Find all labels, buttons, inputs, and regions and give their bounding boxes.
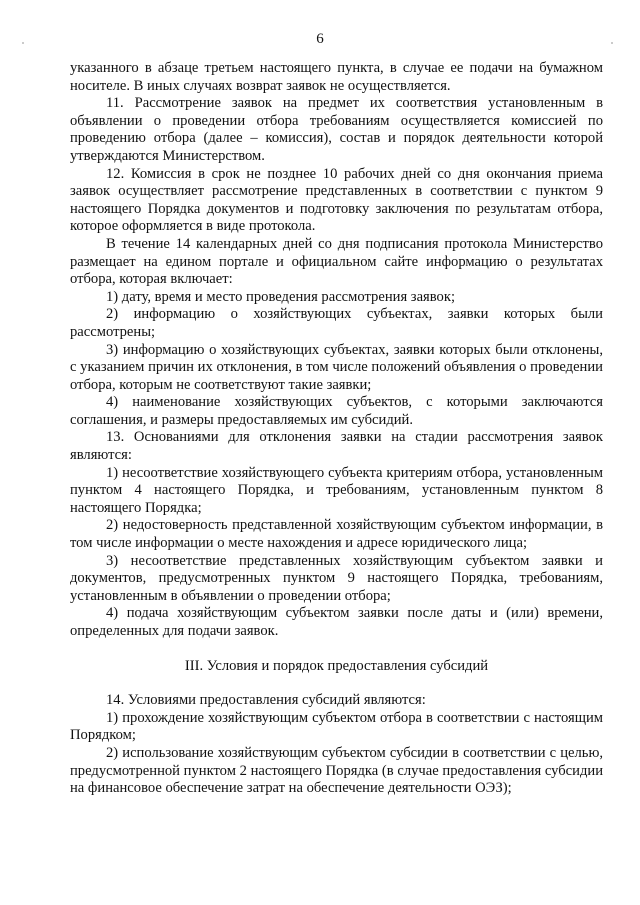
paragraph-continuation: указанного в абзаце третьем настоящего пункта, в случае ее подачи на бумажном носителе. В иных случаях возврат заявок не осуществляется. bbox=[70, 60, 603, 94]
paragraph-item-12: 12. Комиссия в срок не позднее 10 рабочих дней со дня окончания приема заявок осуществляет рассмотрение представленных в соответствии с пунктом 9 настоящего Порядка документов и подготовку заключения по результатам отбора, которое оформляется в виде протокола. bbox=[70, 165, 603, 235]
list-item-14-2: 2) использование хозяйствующим субъектом субсидии в соответствии с целью, предусмотренной пунктом 2 настоящего Порядка (в случае предоставления субсидии на финансовое обеспечение затрат на обеспечение деятельности ОЭЗ); bbox=[70, 744, 603, 797]
section-heading: III. Условия и порядок предоставления субсидий bbox=[184, 657, 489, 674]
list-item-14-1: 1) прохождение хозяйствующим субъектом отбора в соответствии с настоящим Порядком; bbox=[70, 709, 603, 744]
list-item-13-3: 3) несоответствие представленных хозяйствующим субъектом заявки и документов, предусмотренных пунктом 9 настоящего Порядка, требованиям, установленным в объявлении о проведении отбора; bbox=[70, 552, 603, 604]
scan-speck bbox=[22, 42, 24, 44]
document-body bbox=[70, 60, 603, 798]
list-item-13-2: 2) недостоверность представленной хозяйствующим субъектом информации, в том числе информации о месте нахождения и адресе юридического лица; bbox=[70, 517, 603, 552]
list-item-13-4: 4) подача хозяйствующим субъектом заявки после даты и (или) времени, определенных для подачи заявок. bbox=[70, 605, 603, 639]
paragraph-publication: В течение 14 календарных дней со дня подписания протокола Министерство размещает на едином портале и официальном сайте информацию о результатах отбора, которая включает: bbox=[70, 235, 603, 288]
scan-speck bbox=[611, 42, 613, 44]
list-item-12-2: 2) информацию о хозяйствующих субъектах, заявки которых были рассмотрены; bbox=[70, 306, 603, 340]
paragraph-item-11: 11. Рассмотрение заявок на предмет их соответствия установленным в объявлении о проведении отбора требованиям осуществляется комиссией по проведению отбора (далее – комиссия), состав и порядок деятельности которой утверждаются Министерством. bbox=[70, 95, 603, 164]
paragraph-item-14: 14. Условиями предоставления субсидий являются: bbox=[106, 692, 426, 709]
list-item-12-4: 4) наименование хозяйствующих субъектов, с которыми заключаются соглашения, и размеры предоставляемых им субсидий. bbox=[70, 394, 603, 428]
list-item-12-1: 1) дату, время и место проведения рассмотрения заявок; bbox=[106, 288, 455, 305]
page-number: 6 bbox=[316, 31, 324, 47]
paragraph-item-13: 13. Основаниями для отклонения заявки на стадии рассмотрения заявок являются: bbox=[70, 429, 603, 464]
list-item-12-3: 3) информацию о хозяйствующих субъектах, заявки которых были отклонены, с указанием причин их отклонения, в том числе положений объявления о проведении отбора, которым не соответствуют такие заявки; bbox=[70, 341, 603, 393]
list-item-13-1: 1) несоответствие хозяйствующего субъекта критериям отбора, установленным пунктом 4 настоящего Порядка, и требованиям, установленным пунктом 8 настоящего Порядка; bbox=[70, 464, 603, 516]
